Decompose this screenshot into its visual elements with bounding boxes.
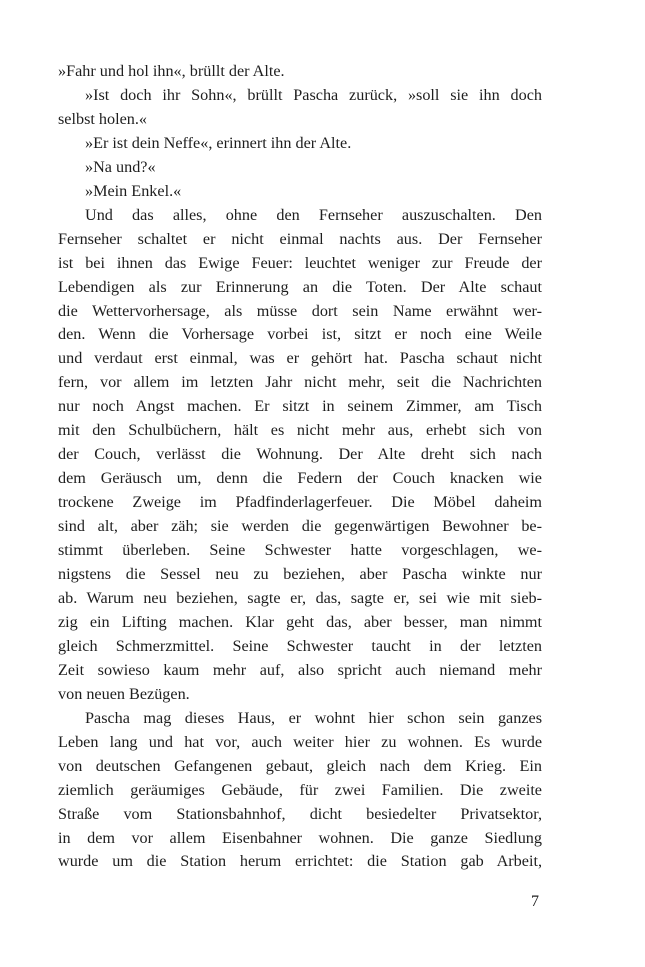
text-line: sind alt, aber zäh; sie werden die gegenwärtigen Bewohner be- <box>58 517 542 536</box>
text-block <box>58 60 542 874</box>
text-line: die Wettervorhersage, als müsse dort sein Name erwähnt wer- <box>58 301 542 320</box>
text-line: stimmt überleben. Seine Schwester hatte vorgeschlagen, we- <box>58 541 542 560</box>
text-line: zig ein Lifting machen. Klar geht das, aber besser, man nimmt <box>58 612 542 631</box>
text-line: »Ist doch ihr Sohn«, brüllt Pascha zurück, »soll sie ihn doch <box>85 85 542 104</box>
page-number: 7 <box>531 893 539 910</box>
text-line: den. Wenn die Vorhersage vorbei ist, sitzt er noch eine Weile <box>58 325 542 344</box>
text-line: Und das alles, ohne den Fernseher auszuschalten. Den <box>85 205 542 224</box>
text-line: trockene Zweige im Pfadfinderlagerfeuer. Die Möbel daheim <box>58 493 542 512</box>
text-line: der Couch, verlässt die Wohnung. Der Alte dreht sich nach <box>58 445 542 464</box>
text-line: dem Geräusch um, denn die Federn der Couch knacken wie <box>58 469 542 488</box>
text-line: Fernseher schaltet er nicht einmal nachts aus. Der Fernseher <box>58 229 542 248</box>
text-line: Zeit sowieso kaum mehr auf, also spricht auch niemand mehr <box>58 660 542 679</box>
text-line: selbst holen.« <box>58 109 148 128</box>
paragraph <box>58 132 542 156</box>
text-line: nigstens die Sessel neu zu beziehen, aber Pascha winkte nur <box>58 565 542 584</box>
paragraph <box>58 204 542 707</box>
text-line: Pascha mag dieses Haus, er wohnt hier schon sein ganzes <box>85 708 542 727</box>
text-line: ab. Warum neu beziehen, sagte er, das, sagte er, sei wie mit sieb- <box>58 588 542 607</box>
paragraph <box>58 180 542 204</box>
paragraph <box>58 707 542 875</box>
paragraph <box>58 60 542 84</box>
text-line: in dem vor allem Eisenbahner wohnen. Die ganze Siedlung <box>58 828 542 847</box>
paragraph <box>58 156 542 180</box>
text-line: wurde um die Station herum errichtet: die Station gab Arbeit, <box>58 852 542 871</box>
text-line: nur noch Angst machen. Er sitzt in seinem Zimmer, am Tisch <box>58 397 542 416</box>
text-line: »Fahr und hol ihn«, brüllt der Alte. <box>58 62 285 80</box>
text-line: »Na und?« <box>85 157 156 176</box>
paragraph <box>58 84 542 132</box>
text-line: Lebendigen als zur Erinnerung an die Toten. Der Alte schaut <box>58 277 542 296</box>
text-line: gleich Schmerzmittel. Seine Schwester taucht in der letzten <box>58 636 542 655</box>
text-line: ist bei ihnen das Ewige Feuer: leuchtet weniger zur Freude der <box>58 253 542 272</box>
text-line: und verdaut erst einmal, was er gehört hat. Pascha schaut nicht <box>58 349 542 368</box>
text-line: Leben lang und hat vor, auch weiter hier zu wohnen. Es wurde <box>58 732 542 751</box>
text-line: Straße vom Stationsbahnhof, dicht besiedelter Privatsektor, <box>58 804 542 823</box>
text-line: »Mein Enkel.« <box>85 181 182 200</box>
text-line: mit den Schulbüchern, hält es nicht mehr aus, erhebt sich von <box>58 421 542 440</box>
text-line: von deutschen Gefangenen gebaut, gleich nach dem Krieg. Ein <box>58 756 542 775</box>
text-line: ziemlich geräumiges Gebäude, für zwei Familien. Die zweite <box>58 780 542 799</box>
text-line: von neuen Bezügen. <box>58 684 190 703</box>
text-line: »Er ist dein Neffe«, erinnert ihn der Alte. <box>85 133 352 152</box>
text-line: fern, vor allem im letzten Jahr nicht mehr, seit die Nachrichten <box>58 373 542 392</box>
